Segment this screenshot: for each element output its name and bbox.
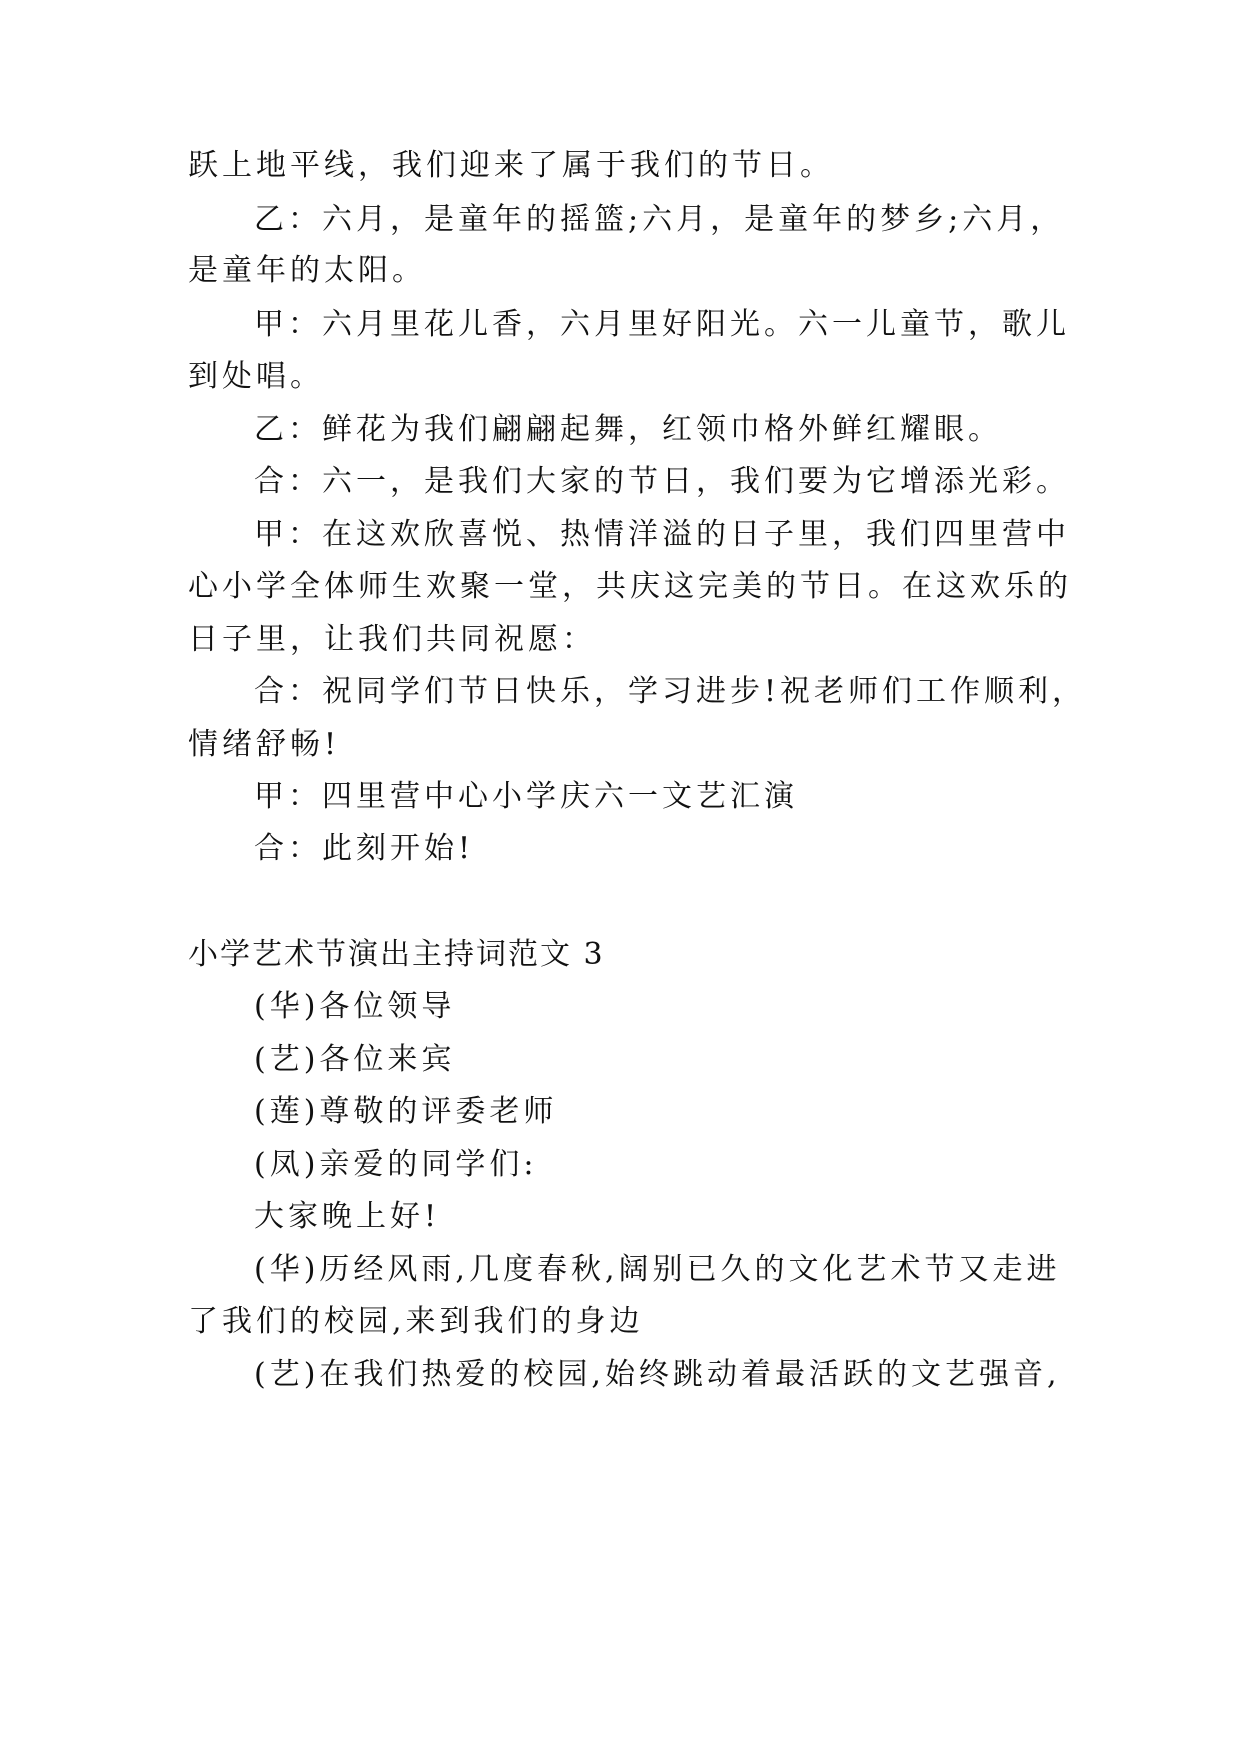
dialogue-line: 合：此刻开始! <box>254 831 475 866</box>
body-text-line: 心小学全体师生欢聚一堂，共庆这完美的节日。在这欢乐的 <box>188 569 1072 604</box>
body-text-line: 跃上地平线，我们迎来了属于我们的节日。 <box>188 148 834 183</box>
dialogue-line: 合：六一，是我们大家的节日，我们要为它增添光彩。 <box>254 464 1070 499</box>
dialogue-line: 甲：六月里花儿香，六月里好阳光。六一儿童节，歌儿 <box>254 307 1070 342</box>
dialogue-line: 甲：在这欢欣喜悦、热情洋溢的日子里，我们四里营中 <box>254 517 1070 552</box>
body-text-line: 日子里，让我们共同祝愿： <box>188 622 596 657</box>
dialogue-line: (华)各位领导 <box>254 989 456 1024</box>
dialogue-line: (艺)在我们热爱的校园,始终跳动着最活跃的文艺强音, <box>254 1357 1061 1392</box>
dialogue-line: (莲)尊敬的评委老师 <box>254 1094 558 1129</box>
dialogue-line: (艺)各位来宾 <box>254 1042 456 1077</box>
dialogue-line: 甲：四里营中心小学庆六一文艺汇演 <box>254 779 798 814</box>
dialogue-line: 乙：六月，是童年的摇篮;六月，是童年的梦乡;六月， <box>254 202 1065 237</box>
body-text-line: 是童年的太阳。 <box>188 253 426 288</box>
section-heading: 小学艺术节演出主持词范文 3 <box>188 937 605 972</box>
body-text-line: 了我们的校园,来到我们的身边 <box>188 1304 644 1339</box>
body-text-line: 情绪舒畅! <box>188 727 341 762</box>
dialogue-line: 乙：鲜花为我们翩翩起舞，红领巾格外鲜红耀眼。 <box>254 412 1002 447</box>
dialogue-line: (凤)亲爱的同学们: <box>254 1147 538 1182</box>
dialogue-line: 合：祝同学们节日快乐，学习进步!祝老师们工作顺利， <box>254 674 1087 709</box>
dialogue-line: 大家晚上好! <box>254 1199 441 1234</box>
dialogue-line: (华)历经风雨,几度春秋,阔别已久的文化艺术节又走进 <box>254 1252 1061 1287</box>
body-text-line: 到处唱。 <box>188 359 324 394</box>
